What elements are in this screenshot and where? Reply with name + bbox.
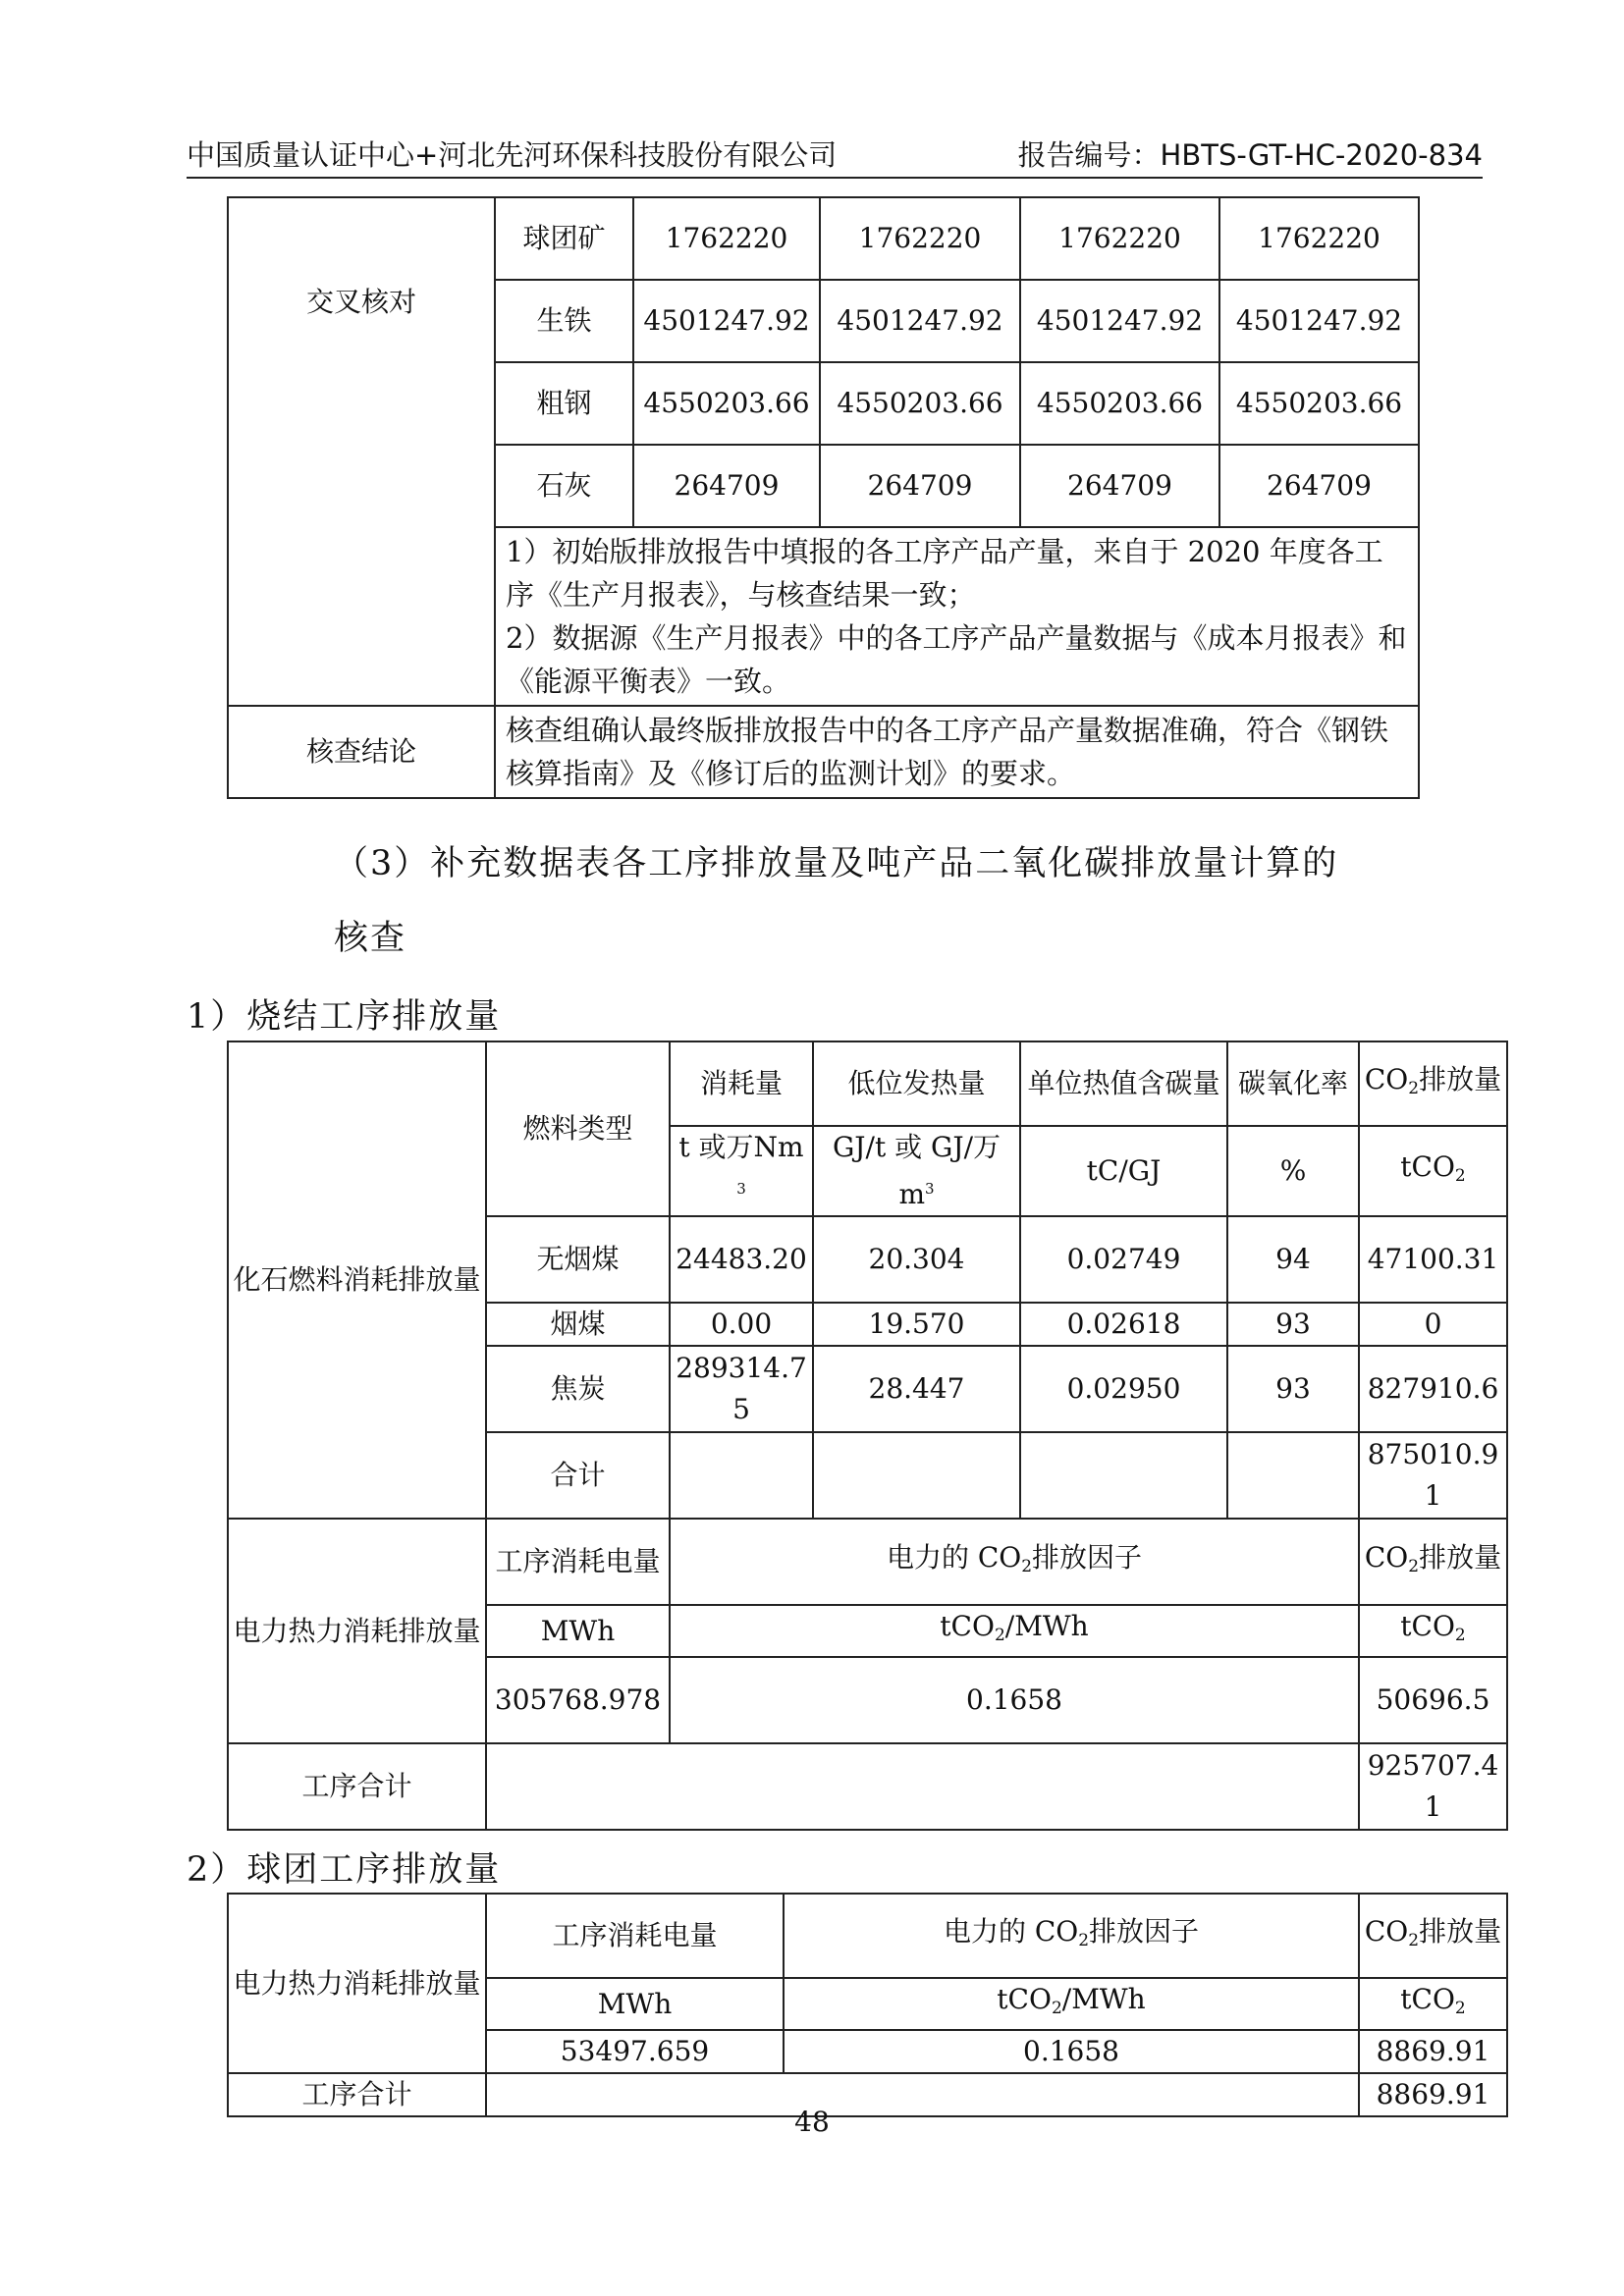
notes: 1）初始版排放报告中填报的各工序产品产量，来自于 2020 年度各工序《生产月报表》，与核查结果一致； 2）数据源《生产月报表》中的各工序产品产量数据与《成本月报表》和《能源平衡表》一致。 (495, 527, 1419, 706)
header-org: 中国质量认证中心+河北先河环保科技股份有限公司 (187, 138, 838, 172)
pellet-process-total: 8869.91 (1359, 2073, 1507, 2116)
co2-header: $CO_2$排放量 (1359, 1041, 1507, 1126)
row-name: 球团矿 (495, 197, 633, 280)
conclusion-text: 核查组确认最终版排放报告中的各工序产品产量数据准确，符合《钢铁核算指南》及《修订后的监测计划》的要求。 (495, 706, 1419, 798)
process-total-label: 工序合计 (228, 1743, 486, 1830)
fuel-consumption: 24483.20 (670, 1216, 813, 1303)
cell-value: 264709 (820, 445, 1020, 527)
fuel-type-header: 燃料类型 (486, 1041, 670, 1216)
fuel-cc: 0.02950 (1020, 1346, 1227, 1432)
fuel-name: 焦炭 (486, 1346, 670, 1432)
cell-value: 4501247.92 (633, 280, 820, 362)
sinter-emission-table (227, 1041, 1508, 1831)
section-heading-cont: 核查 (334, 919, 407, 958)
empty-cell (1020, 1432, 1227, 1519)
fuel-cc: 0.02749 (1020, 1216, 1227, 1303)
empty-cell (670, 1432, 813, 1519)
oxidation-unit: % (1227, 1126, 1359, 1216)
row-name: 生铁 (495, 280, 633, 362)
fuel-ox: 93 (1227, 1346, 1359, 1432)
cell-value: 1762220 (633, 197, 820, 280)
fuel-name: 烟煤 (486, 1303, 670, 1346)
ncv-header: 低位发热量 (813, 1041, 1020, 1126)
power-factor-header: 电力的 $CO_2$排放因子 (670, 1519, 1359, 1605)
cell-value: 4501247.92 (1219, 280, 1419, 362)
cell-value: 4501247.92 (820, 280, 1020, 362)
cell-value: 4550203.66 (633, 362, 820, 445)
cell-value: 1762220 (820, 197, 1020, 280)
power-consumption: 305768.978 (486, 1657, 670, 1743)
cell-value: 1762220 (1020, 197, 1219, 280)
fuel-co2: 47100.31 (1359, 1216, 1507, 1303)
power-co2-unit: tCO$_2$ (1359, 1605, 1507, 1657)
oxidation-header: 碳氧化率 (1227, 1041, 1359, 1126)
pellet-process-total-label: 工序合计 (228, 2073, 486, 2116)
carbon-content-header: 单位热值含碳量 (1020, 1041, 1227, 1126)
pellet-factor-header: 电力的 $CO_2$排放因子 (784, 1894, 1359, 1978)
pellet-emission-table (227, 1893, 1508, 2117)
header-report-number: 报告编号：HBTS-GT-HC-2020-834 (1017, 138, 1483, 172)
cross-check-table (227, 196, 1420, 799)
fuel-co2: 0 (1359, 1303, 1507, 1346)
fuel-cc: 0.02618 (1020, 1303, 1227, 1346)
power-factor: 0.1658 (670, 1657, 1359, 1743)
carbon-content-unit: tC/GJ (1020, 1126, 1227, 1216)
fuel-consumption: 0.00 (670, 1303, 813, 1346)
page-number: 48 (794, 2106, 830, 2138)
power-consumption-header: 工序消耗电量 (486, 1519, 670, 1605)
co2-unit: tCO$_2$ (1359, 1126, 1507, 1216)
cell-value: 4501247.92 (1020, 280, 1219, 362)
cross-check-label: 交叉核对 (228, 197, 495, 706)
page-header (187, 126, 1483, 179)
ncv-unit: GJ/t 或 GJ/万 $m^3$ (813, 1126, 1020, 1216)
pellet-title: 2）球团工序排放量 (187, 1850, 502, 1890)
cell-value: 264709 (633, 445, 820, 527)
empty-cell (1227, 1432, 1359, 1519)
pellet-co2: 8869.91 (1359, 2030, 1507, 2073)
fuel-ox: 93 (1227, 1303, 1359, 1346)
cell-value: 264709 (1020, 445, 1219, 527)
cell-value: 4550203.66 (1219, 362, 1419, 445)
power-co2-header: $CO_2$排放量 (1359, 1519, 1507, 1605)
consumption-header: 消耗量 (670, 1041, 813, 1126)
cell-value: 4550203.66 (1020, 362, 1219, 445)
conclusion-label: 核查结论 (228, 706, 495, 798)
fuel-ox: 94 (1227, 1216, 1359, 1303)
cell-value: 264709 (1219, 445, 1419, 527)
empty-cell (486, 1743, 1359, 1830)
pellet-factor-unit: tCO$_2$/MWh (784, 1978, 1359, 2030)
fuel-ncv: 28.447 (813, 1346, 1020, 1432)
power-label: 电力热力消耗排放量 (228, 1519, 486, 1743)
pellet-power-label: 电力热力消耗排放量 (228, 1894, 486, 2073)
pellet-factor: 0.1658 (784, 2030, 1359, 2073)
fuel-co2: 827910.6 (1359, 1346, 1507, 1432)
pellet-consumption: 53497.659 (486, 2030, 784, 2073)
row-name: 石灰 (495, 445, 633, 527)
pellet-consumption-unit: MWh (486, 1978, 784, 2030)
pellet-co2-unit: tCO$_2$ (1359, 1978, 1507, 2030)
fuel-ncv: 20.304 (813, 1216, 1020, 1303)
sinter-title: 1）烧结工序排放量 (187, 997, 502, 1037)
cell-value: 4550203.66 (820, 362, 1020, 445)
empty-cell (813, 1432, 1020, 1519)
power-consumption-unit: MWh (486, 1605, 670, 1657)
fuel-consumption: 289314.75 (670, 1346, 813, 1432)
pellet-consumption-header: 工序消耗电量 (486, 1894, 784, 1978)
power-co2: 50696.5 (1359, 1657, 1507, 1743)
row-name: 粗钢 (495, 362, 633, 445)
total-label: 合计 (486, 1432, 670, 1519)
section-heading: （3）补充数据表各工序排放量及吨产品二氧化碳排放量计算的 (334, 844, 1339, 883)
fuel-name: 无烟煤 (486, 1216, 670, 1303)
consumption-unit: t 或万Nm$^3$ (670, 1126, 813, 1216)
pellet-co2-header: $CO_2$排放量 (1359, 1894, 1507, 1978)
power-factor-unit: tCO$_2$/MWh (670, 1605, 1359, 1657)
fossil-label: 化石燃料消耗排放量 (228, 1041, 486, 1519)
fuel-ncv: 19.570 (813, 1303, 1020, 1346)
total-co2: 875010.91 (1359, 1432, 1507, 1519)
process-total: 925707.41 (1359, 1743, 1507, 1830)
cell-value: 1762220 (1219, 197, 1419, 280)
